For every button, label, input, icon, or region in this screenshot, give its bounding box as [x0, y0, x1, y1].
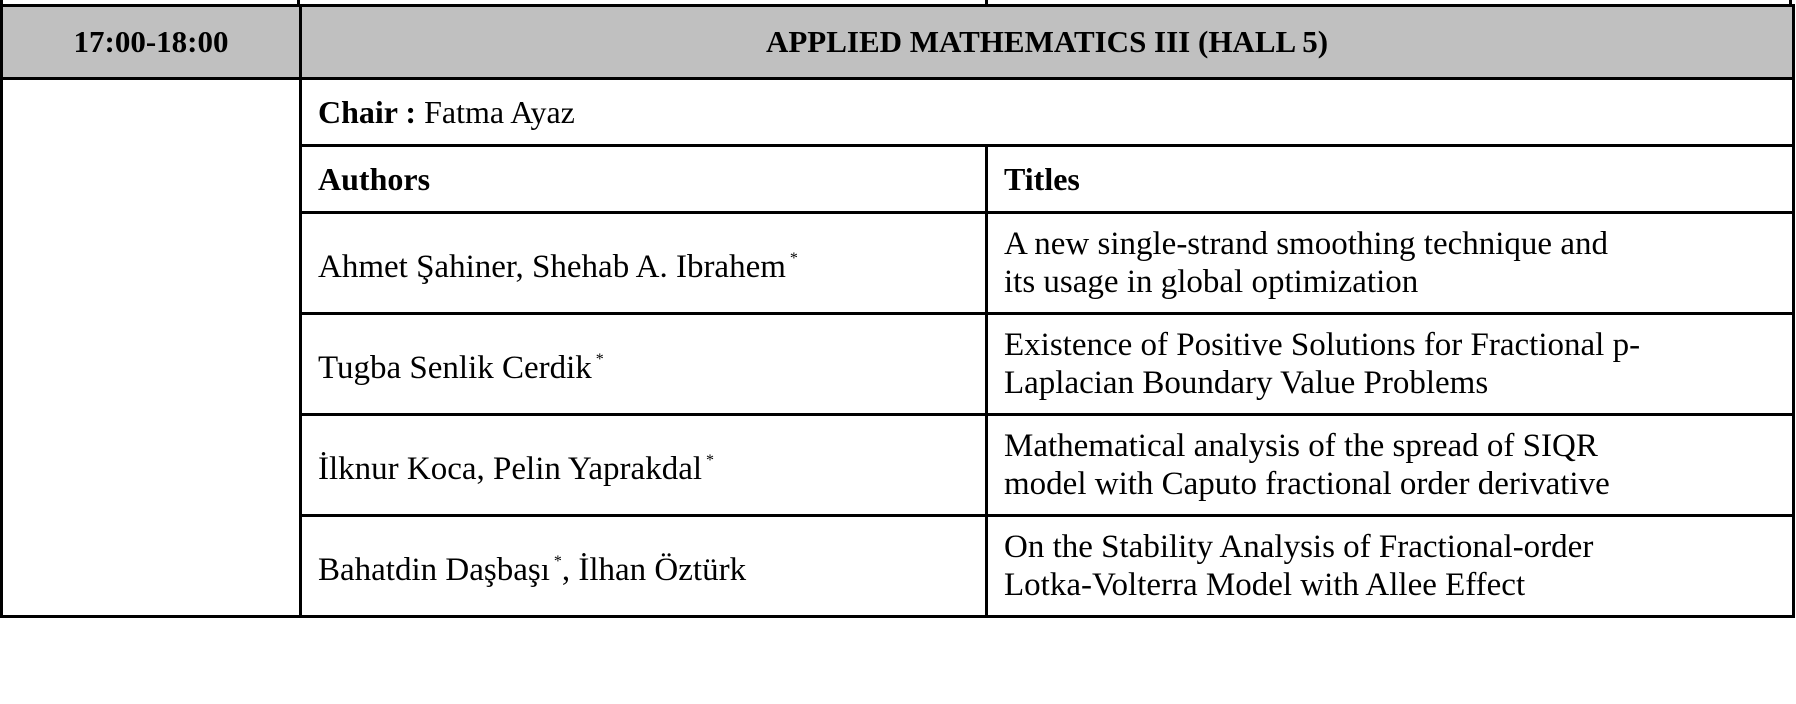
authors-header: Authors	[301, 146, 987, 213]
titles-header: Titles	[987, 146, 1794, 213]
authors-text: İlknur Koca, Pelin Yaprakdal	[318, 451, 703, 487]
presenter-mark: *	[595, 351, 604, 368]
authors-text: Tugba Senlik Cerdik	[318, 350, 592, 386]
title-line-2: its usage in global optimization	[1004, 264, 1419, 300]
chair-name: Fatma Ayaz	[424, 93, 575, 130]
title-line-2: model with Caputo fractional order derivative	[1004, 466, 1610, 502]
authors-text: Ahmet Şahiner, Shehab A. Ibrahem	[318, 249, 786, 285]
title-line-2: Lotka-Volterra Model with Allee Effect	[1004, 567, 1526, 603]
chair-cell	[301, 79, 1794, 146]
title-line-1: Existence of Positive Solutions for Fractional p-	[1004, 327, 1641, 363]
title-cell	[987, 516, 1794, 617]
title-cell	[987, 213, 1794, 314]
title-line-1: A new single-strand smoothing technique and	[1004, 226, 1608, 262]
author-cell	[301, 415, 987, 516]
title-cell	[987, 314, 1794, 415]
presenter-mark: *	[553, 553, 562, 570]
authors-text-continued: , İlhan Öztürk	[561, 552, 747, 588]
author-cell	[301, 314, 987, 415]
session-time: 17:00-18:00	[2, 6, 301, 79]
author-cell	[301, 213, 987, 314]
chair-row	[2, 79, 1794, 146]
schedule-table	[0, 4, 1795, 618]
title-line-2: Laplacian Boundary Value Problems	[1004, 365, 1489, 401]
author-cell	[301, 516, 987, 617]
chair-label: Chair :	[318, 93, 417, 130]
title-line-1: Mathematical analysis of the spread of SIQR	[1004, 428, 1598, 464]
authors-text: Bahatdin Daşbaşı	[318, 552, 550, 588]
time-column-blank	[2, 79, 301, 617]
title-cell	[987, 415, 1794, 516]
session-title: APPLIED MATHEMATICS III (HALL 5)	[301, 6, 1794, 79]
session-header-row	[2, 6, 1794, 79]
presenter-mark: *	[789, 250, 798, 267]
presenter-mark: *	[706, 452, 715, 469]
title-line-1: On the Stability Analysis of Fractional-order	[1004, 529, 1594, 565]
